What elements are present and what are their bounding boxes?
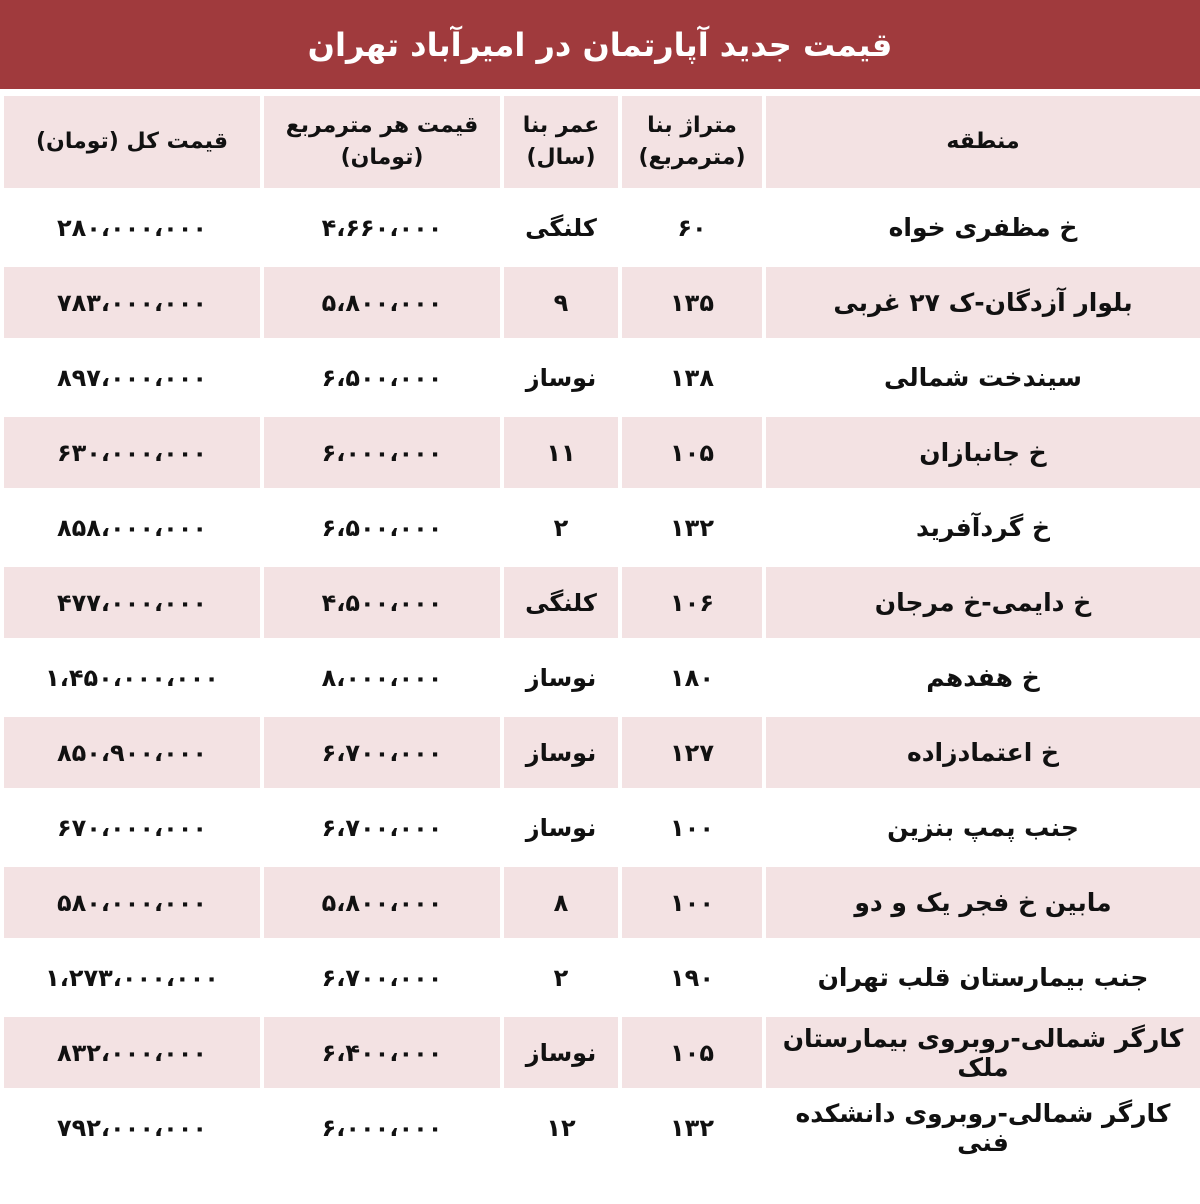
cell-age: نوساز — [504, 342, 618, 413]
cell-region: خ جانبازان — [766, 417, 1200, 488]
table-row — [4, 567, 1200, 638]
cell-age: ۲ — [504, 942, 618, 1013]
cell-region: خ دایمی-خ مرجان — [766, 567, 1200, 638]
table-row — [4, 717, 1200, 788]
cell-area: ۱۹۰ — [622, 942, 762, 1013]
cell-total-price: ۲۸۰،۰۰۰،۰۰۰ — [4, 192, 260, 263]
cell-area: ۱۳۲ — [622, 1092, 762, 1163]
cell-area: ۱۸۰ — [622, 642, 762, 713]
cell-region: خ هفدهم — [766, 642, 1200, 713]
header-area: متراژ بنا (مترمربع) — [622, 96, 762, 188]
cell-area: ۱۰۰ — [622, 867, 762, 938]
cell-total-price: ۸۳۲،۰۰۰،۰۰۰ — [4, 1017, 260, 1088]
cell-age: ۱۱ — [504, 417, 618, 488]
cell-price-per-meter: ۶،۰۰۰،۰۰۰ — [264, 417, 500, 488]
table-row — [4, 492, 1200, 563]
cell-region: جنب بیمارستان قلب تهران — [766, 942, 1200, 1013]
cell-area: ۱۲۷ — [622, 717, 762, 788]
page-title: قیمت جدید آپارتمان در امیرآباد تهران — [0, 0, 1200, 92]
header-region: منطقه — [766, 96, 1200, 188]
cell-price-per-meter: ۶،۷۰۰،۰۰۰ — [264, 792, 500, 863]
cell-age: ۱۲ — [504, 1092, 618, 1163]
cell-total-price: ۱،۴۵۰،۰۰۰،۰۰۰ — [4, 642, 260, 713]
cell-region: سیندخت شمالی — [766, 342, 1200, 413]
cell-area: ۱۳۲ — [622, 492, 762, 563]
cell-area: ۱۳۸ — [622, 342, 762, 413]
cell-total-price: ۶۳۰،۰۰۰،۰۰۰ — [4, 417, 260, 488]
cell-total-price: ۵۸۰،۰۰۰،۰۰۰ — [4, 867, 260, 938]
cell-price-per-meter: ۶،۰۰۰،۰۰۰ — [264, 1092, 500, 1163]
cell-price-per-meter: ۴،۶۶۰،۰۰۰ — [264, 192, 500, 263]
table-row — [4, 1017, 1200, 1088]
cell-region: مابین خ فجر یک و دو — [766, 867, 1200, 938]
table-row — [4, 942, 1200, 1013]
table-row — [4, 192, 1200, 263]
cell-region: کارگر شمالی-روبروی دانشکده فنی — [766, 1092, 1200, 1163]
cell-total-price: ۷۹۲،۰۰۰،۰۰۰ — [4, 1092, 260, 1163]
cell-age: نوساز — [504, 792, 618, 863]
cell-total-price: ۶۷۰،۰۰۰،۰۰۰ — [4, 792, 260, 863]
cell-region: خ گردآفرید — [766, 492, 1200, 563]
cell-price-per-meter: ۶،۵۰۰،۰۰۰ — [264, 492, 500, 563]
cell-age: ۸ — [504, 867, 618, 938]
cell-area: ۱۰۵ — [622, 1017, 762, 1088]
table-header-row — [4, 96, 1200, 188]
cell-price-per-meter: ۶،۵۰۰،۰۰۰ — [264, 342, 500, 413]
cell-price-per-meter: ۶،۴۰۰،۰۰۰ — [264, 1017, 500, 1088]
cell-region: بلوار آزدگان-ک ۲۷ غربی — [766, 267, 1200, 338]
cell-price-per-meter: ۴،۵۰۰،۰۰۰ — [264, 567, 500, 638]
cell-total-price: ۱،۲۷۳،۰۰۰،۰۰۰ — [4, 942, 260, 1013]
cell-total-price: ۸۵۸،۰۰۰،۰۰۰ — [4, 492, 260, 563]
cell-age: نوساز — [504, 642, 618, 713]
table-row — [4, 792, 1200, 863]
cell-area: ۱۰۰ — [622, 792, 762, 863]
table-body — [4, 192, 1200, 1163]
cell-age: نوساز — [504, 717, 618, 788]
header-age: عمر بنا (سال) — [504, 96, 618, 188]
cell-price-per-meter: ۵،۸۰۰،۰۰۰ — [264, 267, 500, 338]
cell-total-price: ۴۷۷،۰۰۰،۰۰۰ — [4, 567, 260, 638]
cell-age: کلنگی — [504, 567, 618, 638]
table-row — [4, 867, 1200, 938]
table-row — [4, 417, 1200, 488]
cell-age: نوساز — [504, 1017, 618, 1088]
cell-region: خ اعتمادزاده — [766, 717, 1200, 788]
cell-area: ۱۰۶ — [622, 567, 762, 638]
cell-region: کارگر شمالی-روبروی بیمارستان ملک — [766, 1017, 1200, 1088]
header-price-per-meter: قیمت هر مترمربع (تومان) — [264, 96, 500, 188]
cell-price-per-meter: ۶،۷۰۰،۰۰۰ — [264, 942, 500, 1013]
price-table — [0, 92, 1200, 1167]
cell-region: خ مظفری خواه — [766, 192, 1200, 263]
cell-price-per-meter: ۵،۸۰۰،۰۰۰ — [264, 867, 500, 938]
table-row — [4, 1092, 1200, 1163]
cell-region: جنب پمپ بنزین — [766, 792, 1200, 863]
cell-age: کلنگی — [504, 192, 618, 263]
table-row — [4, 642, 1200, 713]
table-row — [4, 267, 1200, 338]
header-total-price: قیمت کل (تومان) — [4, 96, 260, 188]
cell-age: ۹ — [504, 267, 618, 338]
table-row — [4, 342, 1200, 413]
cell-area: ۶۰ — [622, 192, 762, 263]
cell-age: ۲ — [504, 492, 618, 563]
cell-price-per-meter: ۶،۷۰۰،۰۰۰ — [264, 717, 500, 788]
cell-total-price: ۸۹۷،۰۰۰،۰۰۰ — [4, 342, 260, 413]
cell-price-per-meter: ۸،۰۰۰،۰۰۰ — [264, 642, 500, 713]
cell-area: ۱۰۵ — [622, 417, 762, 488]
cell-area: ۱۳۵ — [622, 267, 762, 338]
cell-total-price: ۸۵۰،۹۰۰،۰۰۰ — [4, 717, 260, 788]
cell-total-price: ۷۸۳،۰۰۰،۰۰۰ — [4, 267, 260, 338]
